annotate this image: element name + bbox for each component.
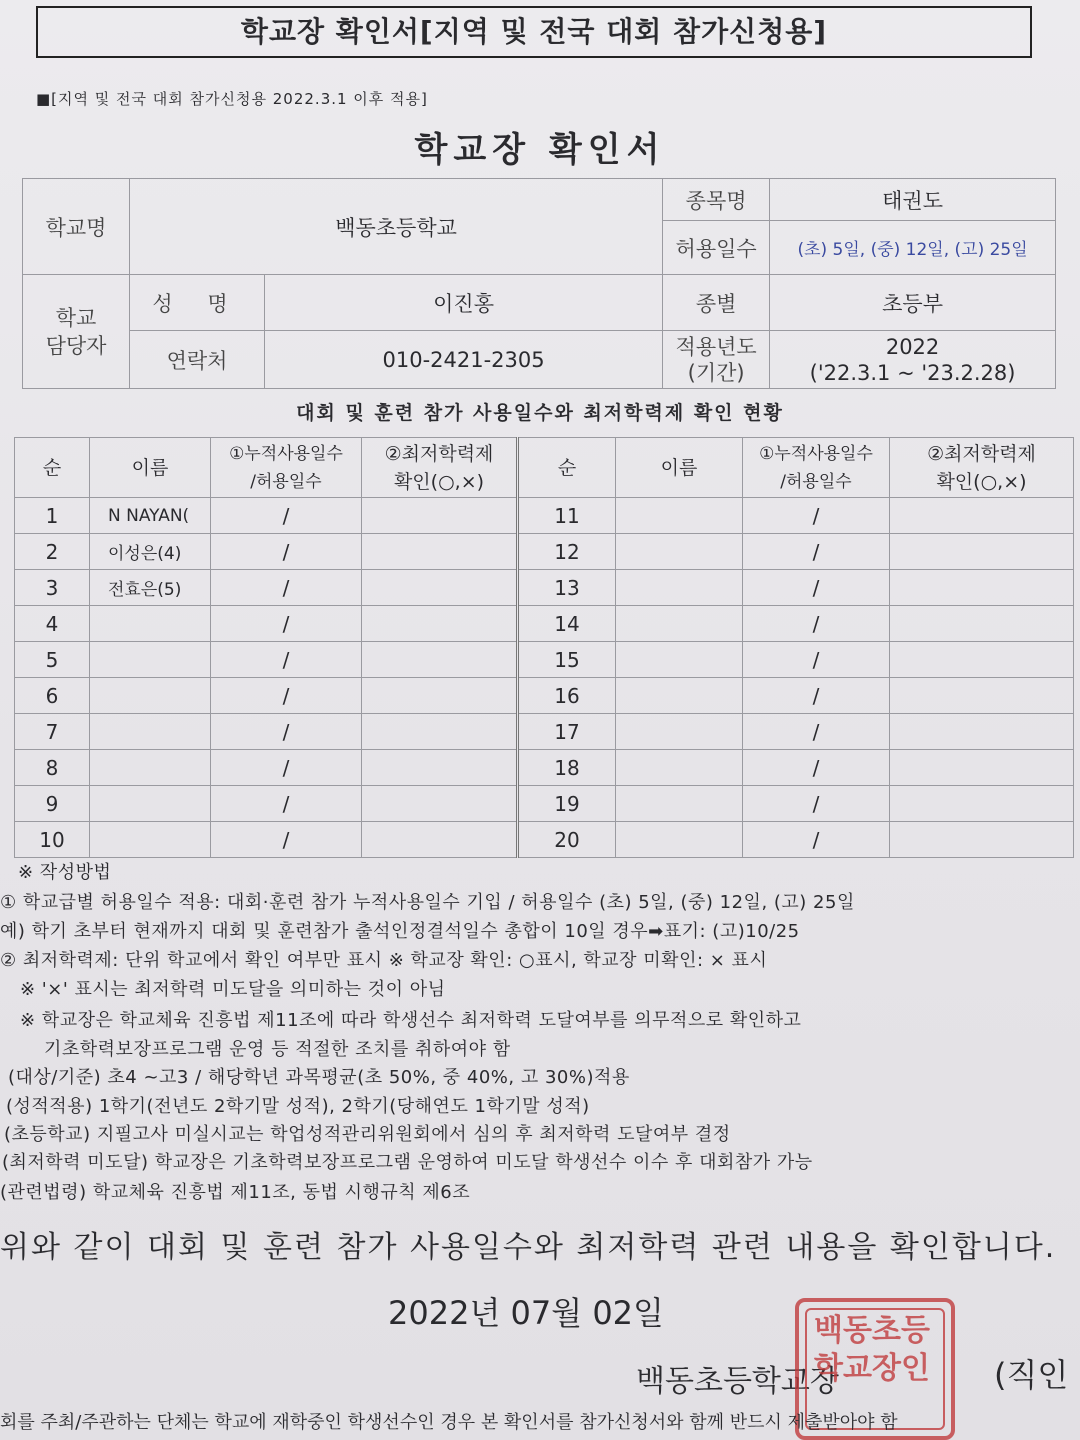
row-days: /	[211, 678, 362, 714]
row-no: 14	[518, 606, 616, 642]
contact-label: 연락처	[130, 331, 265, 389]
row-name	[616, 534, 743, 570]
row-name	[616, 642, 743, 678]
row-check	[362, 642, 518, 678]
list-title: 대회 및 훈련 참가 사용일수와 최저학력제 확인 현황	[296, 402, 784, 424]
row-check	[890, 570, 1074, 606]
table-row	[15, 750, 1074, 786]
instruction-line: ② 최저학력제: 단위 학교에서 확인 여부만 표시 ※ 학교장 확인: ○표시, 학교장 미확인: × 표시	[0, 950, 768, 971]
row-no: 9	[15, 786, 90, 822]
instruction-line: (대상/기준) 초4 ~고3 / 해당학년 과목평균(초 50%, 중 40%, 고 30%)적용	[8, 1067, 630, 1088]
header-box: 학교장 확인서[지역 및 전국 대회 참가신청용]	[36, 6, 1032, 58]
row-no: 13	[518, 570, 616, 606]
row-name	[616, 498, 743, 534]
row-check	[362, 534, 518, 570]
header-no-right: 순	[518, 438, 616, 498]
allow-days-label: 허용일수	[663, 221, 770, 275]
row-days: /	[211, 570, 362, 606]
row-name: 이성은(4)	[90, 534, 211, 570]
row-check	[890, 822, 1074, 858]
table-row	[15, 714, 1074, 750]
row-days: /	[211, 642, 362, 678]
row-check	[890, 678, 1074, 714]
table-row	[15, 498, 1074, 534]
info-table	[22, 178, 1056, 389]
row-name	[616, 678, 743, 714]
row-name	[90, 750, 211, 786]
row-days: /	[211, 606, 362, 642]
row-no: 5	[15, 642, 90, 678]
issue-date: 2022년 07월 02일	[388, 1294, 664, 1332]
table-row	[15, 642, 1074, 678]
row-no: 6	[15, 678, 90, 714]
instruction-line: 기초학력보장프로그램 운영 등 적절한 조치를 취하여야 함	[44, 1039, 511, 1060]
event-value: 태권도	[770, 179, 1056, 221]
row-no: 8	[15, 750, 90, 786]
row-check	[890, 498, 1074, 534]
row-no: 4	[15, 606, 90, 642]
row-check	[362, 570, 518, 606]
header-check-right: ②최저학력제 확인(○,×)	[890, 438, 1074, 498]
row-check	[362, 678, 518, 714]
table-row	[15, 534, 1074, 570]
instruction-line: ① 학교급별 허용일수 적용: 대회·훈련 참가 누적사용일수 기입 / 허용일수 (초) 5일, (중) 12일, (고) 25일	[0, 892, 855, 913]
row-days: /	[211, 498, 362, 534]
row-check	[890, 786, 1074, 822]
participant-table	[14, 437, 1074, 858]
row-no: 2	[15, 534, 90, 570]
table-row	[15, 822, 1074, 858]
contact-value: 010-2421-2305	[265, 331, 663, 389]
instruction-line: (성적적용) 1학기(전년도 2학기말 성적), 2학기(당해연도 1학기말 성적)	[6, 1096, 590, 1117]
row-days: /	[743, 570, 890, 606]
row-days: /	[743, 642, 890, 678]
row-days: /	[743, 498, 890, 534]
application-note: ■[지역 및 전국 대회 참가신청용 2022.3.1 이후 적용]	[36, 90, 428, 108]
instruction-line: ※ 작성방법	[18, 862, 112, 883]
instruction-line: (관련법령) 학교체육 진흥법 제11조, 동법 시행규칙 제6조	[0, 1182, 471, 1203]
header-name-right: 이름	[616, 438, 743, 498]
row-days: /	[211, 750, 362, 786]
row-days: /	[743, 750, 890, 786]
row-name	[616, 606, 743, 642]
header-days-right: ①누적사용일수 /허용일수	[743, 438, 890, 498]
header-days-left: ①누적사용일수 /허용일수	[211, 438, 362, 498]
row-no: 10	[15, 822, 90, 858]
row-days: /	[211, 714, 362, 750]
row-days: /	[743, 822, 890, 858]
row-days: /	[743, 606, 890, 642]
row-check	[362, 822, 518, 858]
table-row	[15, 678, 1074, 714]
row-check	[362, 606, 518, 642]
row-no: 1	[15, 498, 90, 534]
instruction-line: ※ 학교장은 학교체육 진흥법 제11조에 따라 학생선수 최저학력 도달여부를 의무적으로 확인하고	[20, 1010, 802, 1031]
row-check	[890, 534, 1074, 570]
name-label: 성 명	[130, 275, 265, 331]
row-check	[362, 786, 518, 822]
header-check-left: ②최저학력제 확인(○,×)	[362, 438, 518, 498]
confirmation-statement: 위와 같이 대회 및 훈련 참가 사용일수와 최저학력 관련 내용을 확인합니다.	[0, 1230, 1057, 1265]
row-check	[890, 714, 1074, 750]
row-name	[90, 786, 211, 822]
row-check	[890, 750, 1074, 786]
row-no: 12	[518, 534, 616, 570]
row-name	[90, 642, 211, 678]
table-row	[15, 570, 1074, 606]
year-value: 2022	[885, 334, 940, 359]
manager-name: 이진홍	[265, 275, 663, 331]
row-no: 11	[518, 498, 616, 534]
school-name: 백동초등학교	[130, 179, 663, 275]
table-row	[15, 786, 1074, 822]
event-label: 종목명	[663, 179, 770, 221]
row-no: 19	[518, 786, 616, 822]
row-days: /	[743, 714, 890, 750]
principal-name: 백동초등학교장	[636, 1364, 839, 1399]
year-label: 적용년도 (기간)	[663, 331, 770, 389]
row-name	[90, 822, 211, 858]
row-name	[90, 714, 211, 750]
row-name	[616, 750, 743, 786]
seal-text: 백동초등학교장인	[814, 1313, 930, 1386]
header-name-left: 이름	[90, 438, 211, 498]
row-no: 17	[518, 714, 616, 750]
row-no: 18	[518, 750, 616, 786]
page-title: 학교장 확인서	[414, 130, 666, 170]
row-name	[616, 570, 743, 606]
row-check	[890, 642, 1074, 678]
row-name	[616, 786, 743, 822]
row-check	[890, 606, 1074, 642]
period-value: ('22.3.1 ~ '23.2.28)	[809, 360, 1016, 385]
row-name	[90, 678, 211, 714]
school-label: 학교명	[23, 179, 130, 275]
footer-note: 회를 주최/주관하는 단체는 학교에 재학중인 학생선수인 경우 본 확인서를 참가신청서와 함께 반드시 제출받아야 함	[0, 1412, 898, 1433]
row-no: 7	[15, 714, 90, 750]
allow-days-value: (초) 5일, (중) 12일, (고) 25일	[770, 221, 1056, 275]
row-days: /	[211, 822, 362, 858]
instruction-line: (초등학교) 지필고사 미실시교는 학업성적관리위원회에서 심의 후 최저학력 도달여부 결정	[4, 1124, 731, 1145]
participant-rows	[15, 498, 1074, 858]
row-name: N NAYAN(	[90, 498, 211, 534]
row-days: /	[211, 534, 362, 570]
row-no: 16	[518, 678, 616, 714]
row-name	[90, 606, 211, 642]
row-check	[362, 498, 518, 534]
header-no-left: 순	[15, 438, 90, 498]
row-no: 3	[15, 570, 90, 606]
row-name	[616, 714, 743, 750]
row-name: 전효은(5)	[90, 570, 211, 606]
row-check	[362, 714, 518, 750]
division-label: 종별	[663, 275, 770, 331]
row-days: /	[743, 678, 890, 714]
row-days: /	[743, 786, 890, 822]
row-check	[362, 750, 518, 786]
row-days: /	[211, 786, 362, 822]
seal-note: (직인	[994, 1356, 1069, 1394]
row-name	[616, 822, 743, 858]
instruction-line: (최저학력 미도달) 학교장은 기초학력보장프로그램 운영하여 미도달 학생선수 이수 후 대회참가 가능	[2, 1152, 813, 1173]
row-no: 20	[518, 822, 616, 858]
table-row	[15, 606, 1074, 642]
row-days: /	[743, 534, 890, 570]
instruction-line: 예) 학기 초부터 현재까지 대회 및 훈련참가 출석인정결석일수 총합이 10일 경우➡표기: (고)10/25	[0, 921, 800, 942]
division-value: 초등부	[770, 275, 1056, 331]
year-cell	[770, 331, 1056, 389]
row-no: 15	[518, 642, 616, 678]
instruction-line: ※ '×' 표시는 최저학력 미도달을 의미하는 것이 아님	[20, 979, 446, 1000]
manager-label: 학교 담당자	[23, 275, 130, 389]
